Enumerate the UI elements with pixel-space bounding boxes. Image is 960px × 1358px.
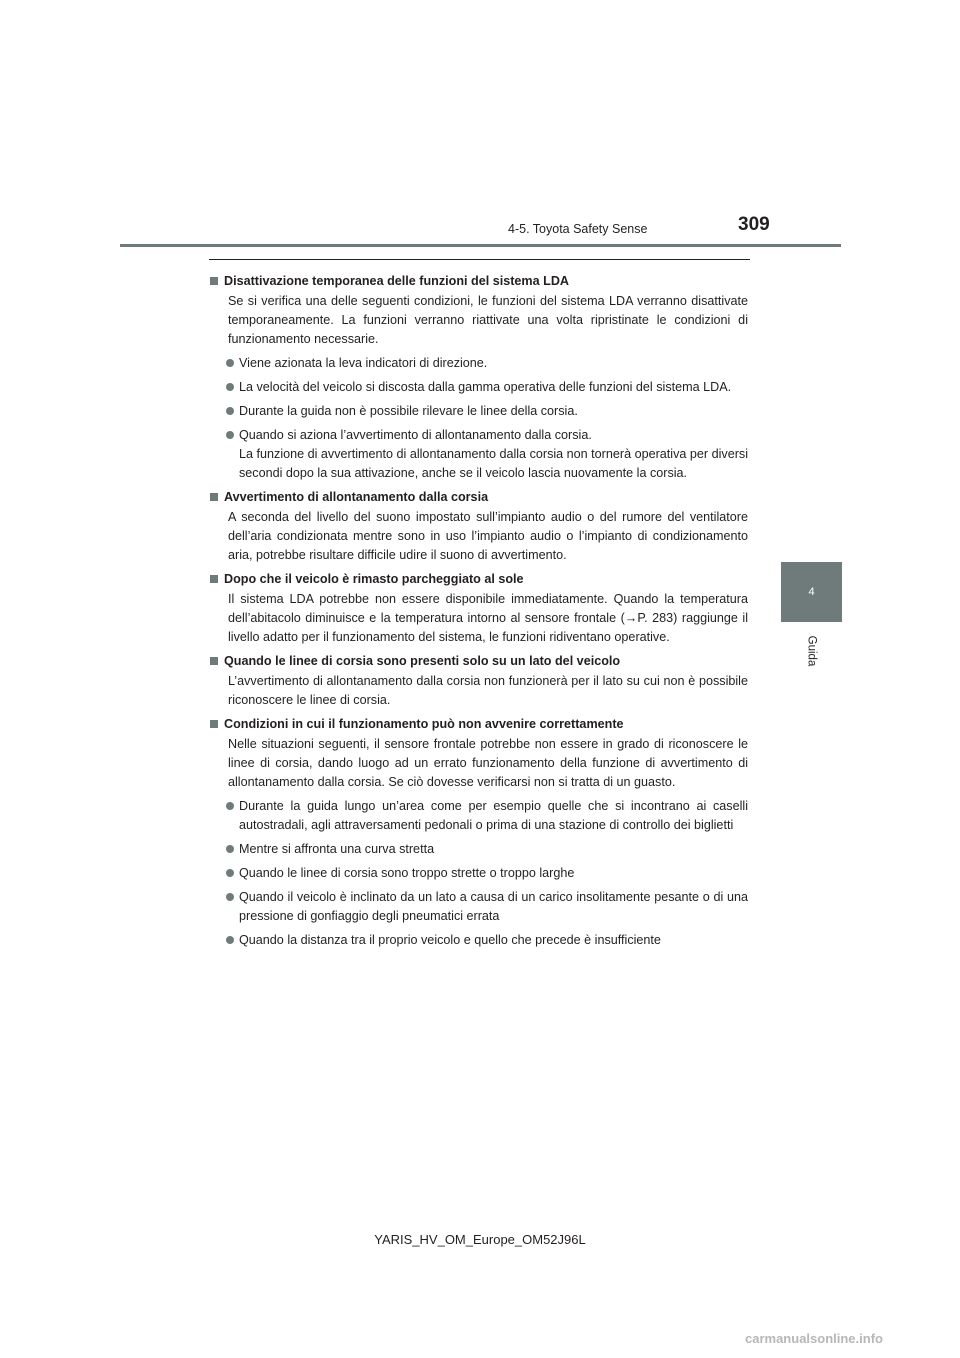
section-body: Se si verifica una delle seguenti condizioni, le funzioni del sistema LDA verranno disattivate temporaneamente. La funzioni verranno riattivate una volta ripristinate le condizioni di funzionamento necessarie. (228, 294, 748, 346)
round-bullet-icon (226, 431, 234, 439)
section-malfunction-conditions (210, 715, 748, 950)
page-number: 309 (738, 214, 770, 235)
chapter-label-text: Guida (805, 635, 818, 667)
section-heading (210, 652, 748, 671)
square-bullet-icon (210, 657, 218, 665)
list-item-text: La velocità del veicolo si discosta dalla gamma operativa delle funzioni del sistema LDA. (239, 380, 732, 394)
section-heading (210, 570, 748, 589)
header-section-title: 4-5. Toyota Safety Sense (508, 222, 648, 236)
section-body: Nelle situazioni seguenti, il sensore frontale potrebbe non essere in grado di riconoscere le linee di corsia, dando luogo ad un errato funzionamento della funzione di avvertimento di allontanamento dalla corsia. Se ciò dovesse verificarsi non si tratta di un guasto. (228, 737, 748, 789)
section-title: Disattivazione temporanea delle funzioni del sistema LDA (224, 274, 570, 288)
list-item-note: La funzione di avvertimento di allontanamento dalla corsia non tornerà operativa per diversi secondi dopo la sua attivazione, anche se il veicolo lascia nuovamente la corsia. (239, 447, 748, 480)
list-item-text: Quando il veicolo è inclinato da un lato a causa di un carico insolitamente pesante o di una pressione di gonfiaggio degli pneumatici errata (239, 890, 748, 923)
section-body: Il sistema LDA potrebbe non essere disponibile immediatamente. Quando la temperatura dell’abitacolo diminuisce e la temperatura intorno al sensore frontale (→P. 283) raggiunge il livello adatto per il funzionamento del sistema, le funzioni ridiventano operative. (228, 592, 748, 644)
square-bullet-icon (210, 277, 218, 285)
round-bullet-icon (226, 845, 234, 853)
section-body: L’avvertimento di allontanamento dalla corsia non funzionerà per il lato su cui non è possibile riconoscere le linee di corsia. (228, 674, 748, 707)
list-item-text: Durante la guida non è possibile rilevare le linee della corsia. (239, 404, 578, 418)
header-rule (120, 244, 841, 247)
list-item (210, 888, 748, 926)
section-title: Quando le linee di corsia sono presenti solo su un lato del veicolo (224, 654, 621, 668)
section-heading (210, 488, 748, 507)
section-title: Condizioni in cui il funzionamento può non avvenire correttamente (224, 717, 624, 731)
list-item (210, 840, 748, 859)
chapter-tab (781, 562, 842, 622)
square-bullet-icon (210, 575, 218, 583)
list-item-text: Quando le linee di corsia sono troppo strette o troppo larghe (239, 866, 575, 880)
section-title: Avvertimento di allontanamento dalla corsia (224, 490, 489, 504)
square-bullet-icon (210, 493, 218, 501)
section-lda-disable (210, 272, 748, 483)
round-bullet-icon (226, 869, 234, 877)
list-item-text: Quando la distanza tra il proprio veicolo e quello che precede è insufficiente (239, 933, 661, 947)
square-bullet-icon (210, 720, 218, 728)
list-item (210, 864, 748, 883)
list-item (210, 354, 748, 373)
watermark: carmanualsonline.info (745, 1331, 883, 1346)
section-lane-departure-warning (210, 488, 748, 565)
list-item-text: Viene azionata la leva indicatori di direzione. (239, 356, 488, 370)
list-item (210, 426, 748, 483)
round-bullet-icon (226, 359, 234, 367)
section-parked-in-sun (210, 570, 748, 647)
list-item-text: Quando si aziona l’avvertimento di allontanamento dalla corsia. (239, 428, 592, 442)
round-bullet-icon (226, 893, 234, 901)
list-item (210, 797, 748, 835)
list-item-text: Durante la guida lungo un’area come per esempio quelle che si incontrano ai caselli autostradali, agli attraversamenti pedonali o prima di una stazione di controllo dei biglietti (239, 799, 748, 832)
section-heading (210, 715, 748, 734)
chapter-label (781, 626, 842, 676)
footer-doc-code: YARIS_HV_OM_Europe_OM52J96L (374, 1232, 586, 1247)
chapter-number: 4 (808, 586, 815, 598)
list-item (210, 378, 748, 397)
round-bullet-icon (226, 383, 234, 391)
content (210, 268, 748, 955)
section-lines-one-side (210, 652, 748, 710)
list-item (210, 931, 748, 950)
round-bullet-icon (226, 936, 234, 944)
list-item (210, 402, 748, 421)
round-bullet-icon (226, 407, 234, 415)
section-heading (210, 272, 748, 291)
round-bullet-icon (226, 802, 234, 810)
section-body: A seconda del livello del suono impostato sull’impianto audio o del rumore del ventilatore dell’aria condizionata mentre sono in uso l’impianto audio o l’impianto di condizionamento aria, potrebbe risultare difficile udire il suono di avvertimento. (228, 510, 748, 562)
section-title: Dopo che il veicolo è rimasto parcheggiato al sole (224, 572, 524, 586)
list-item-text: Mentre si affronta una curva stretta (239, 842, 435, 856)
content-rule (209, 259, 750, 260)
